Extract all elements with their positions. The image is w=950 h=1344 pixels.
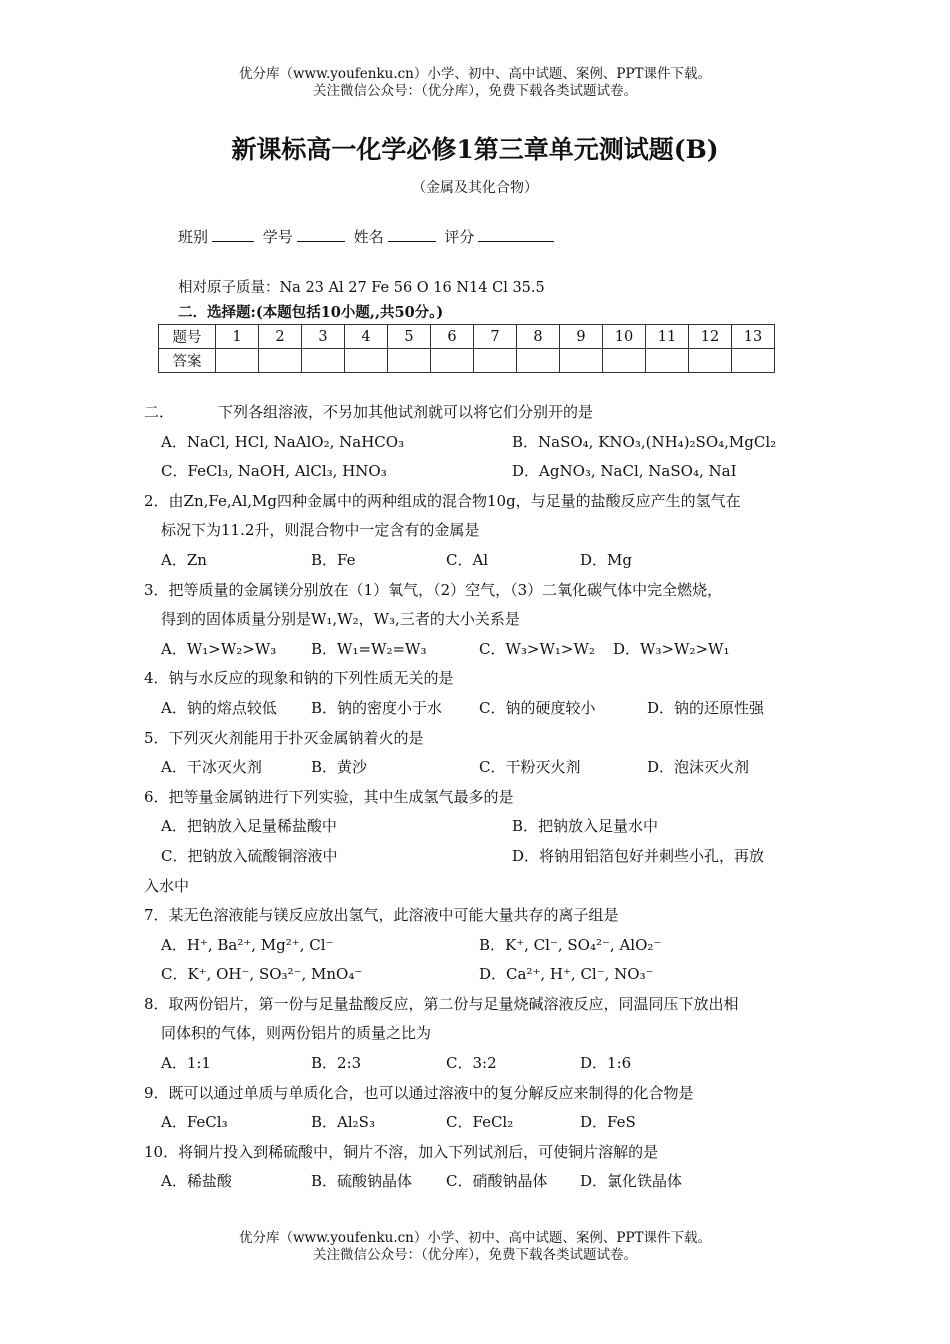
- page-subtitle: （金属及其化合物）: [412, 180, 538, 196]
- q1-option-a: A．NaCl, HCl, NaAlO₂, NaHCO₃: [161, 432, 405, 451]
- answer-cell[interactable]: [345, 349, 388, 373]
- q6-option-c: C．把钠放入硫酸铜溶液中: [161, 846, 338, 865]
- q2-option-b: B．Fe: [311, 550, 356, 569]
- question-3-stem-cont: 得到的固体质量分别是W₁,W₂，W₃,三者的大小关系是: [161, 610, 520, 629]
- q4-option-d: D．钠的还原性强: [647, 698, 765, 717]
- question-number-cell: 9: [560, 325, 603, 349]
- question-number-cell: 10: [603, 325, 646, 349]
- answer-cell[interactable]: [689, 349, 732, 373]
- q8-option-c: C．3:2: [446, 1054, 497, 1073]
- q1-option-b: B．NaSO₄, KNO₃,(NH₄)₂SO₄,MgCl₂: [512, 432, 777, 451]
- q9-option-d: D．FeS: [580, 1113, 636, 1132]
- question-4-stem: 4．钠与水反应的现象和钠的下列性质无关的是: [144, 669, 454, 688]
- question-6-option-d-cont: 入水中: [144, 876, 190, 895]
- question-8-options: [144, 1049, 814, 1079]
- answer-table-number-row: [159, 325, 775, 349]
- question-3-stem: 3．把等质量的金属镁分别放在（1）氧气，（2）空气，（3）二氧化碳气体中完全燃烧，: [144, 580, 723, 599]
- question-4-options: [144, 694, 814, 724]
- question-number-cell: 2: [259, 325, 302, 349]
- q2-option-d: D．Mg: [580, 550, 632, 569]
- q5-option-d: D．泡沫灭火剂: [647, 758, 750, 777]
- id-label: 学号: [262, 228, 293, 246]
- name-label: 姓名: [353, 228, 384, 246]
- question-list: [144, 398, 814, 1197]
- answer-cell[interactable]: [560, 349, 603, 373]
- class-blank[interactable]: [212, 226, 254, 242]
- score-blank[interactable]: [478, 226, 554, 242]
- answer-cell[interactable]: [388, 349, 431, 373]
- question-3-options: [144, 635, 814, 665]
- question-1-stem: [144, 398, 814, 428]
- question-7-options-ab: [144, 931, 814, 961]
- page-header: [0, 66, 950, 100]
- q8-option-d: D．1:6: [580, 1054, 632, 1073]
- q7-option-a: A．H⁺, Ba²⁺, Mg²⁺, Cl⁻: [161, 935, 334, 954]
- atomic-masses: 相对原子质量：Na 23 Al 27 Fe 56 O 16 N14 Cl 35.5: [178, 280, 545, 296]
- answer-cell[interactable]: [603, 349, 646, 373]
- question-7-stem: 7．某无色溶液能与镁反应放出氢气，此溶液中可能大量共存的离子组是: [144, 906, 619, 925]
- answer-table-answer-row: [159, 349, 775, 373]
- q5-option-a: A．干冰灭火剂: [161, 758, 262, 777]
- id-blank[interactable]: [297, 226, 345, 242]
- q4-option-c: C．钠的硬度较小: [479, 698, 596, 717]
- question-9-stem: 9．既可以通过单质与单质化合，也可以通过溶液中的复分解反应来制得的化合物是: [144, 1083, 694, 1102]
- row-label-answer: 答案: [159, 349, 216, 373]
- question-number-cell: 3: [302, 325, 345, 349]
- question-number-cell: 8: [517, 325, 560, 349]
- footer-line-2: 关注微信公众号：（优分库），免费下载各类试题试卷。: [313, 1247, 637, 1263]
- page-footer: [0, 1230, 950, 1264]
- section-heading: 二．选择题:(本题包括10小题,,共50分。): [178, 304, 444, 321]
- question-2-stem: 2．由Zn,Fe,Al,Mg四种金属中的两种组成的混合物10g，与足量的盐酸反应产生的氢气在: [144, 491, 741, 510]
- q3-option-c: C．W₃>W₁>W₂: [479, 639, 595, 658]
- answer-cell[interactable]: [474, 349, 517, 373]
- name-blank[interactable]: [388, 226, 436, 242]
- answer-cell[interactable]: [302, 349, 345, 373]
- q4-option-b: B．钠的密度小于水: [311, 698, 443, 717]
- question-1-text: 下列各组溶液，不另加其他试剂就可以将它们分别开的是: [218, 403, 594, 421]
- question-6-stem: 6．把等量金属钠进行下列实验，其中生成氢气最多的是: [144, 787, 514, 806]
- question-1-number: 二．: [144, 403, 175, 421]
- answer-cell[interactable]: [216, 349, 259, 373]
- answer-cell[interactable]: [259, 349, 302, 373]
- q10-option-c: C．硝酸钠晶体: [446, 1172, 548, 1191]
- q8-option-a: A．1:1: [161, 1054, 211, 1073]
- q1-option-c: C．FeCl₃, NaOH, AlCl₃, HNO₃: [161, 462, 387, 481]
- answer-cell[interactable]: [646, 349, 689, 373]
- answer-cell[interactable]: [732, 349, 775, 373]
- q7-option-b: B．K⁺, Cl⁻, SO₄²⁻, AlO₂⁻: [479, 935, 662, 954]
- q3-option-d: D．W₃>W₂>W₁: [613, 639, 730, 658]
- question-10-options: [144, 1167, 814, 1197]
- question-10-stem: 10．将铜片投入到稀硫酸中，铜片不溶，加入下列试剂后，可使铜片溶解的是: [144, 1142, 659, 1161]
- q7-option-d: D．Ca²⁺, H⁺, Cl⁻, NO₃⁻: [479, 965, 654, 984]
- header-line-1: 优分库（www.youfenku.cn）小学、初中、高中试题、案例、PPT课件下载。: [238, 66, 712, 82]
- question-number-cell: 12: [689, 325, 732, 349]
- question-7-options-cd: [144, 960, 814, 990]
- q10-option-a: A．稀盐酸: [161, 1172, 232, 1191]
- q1-option-d: D．AgNO₃, NaCl, NaSO₄, NaI: [512, 462, 737, 481]
- q10-option-b: B．硫酸钠晶体: [311, 1172, 413, 1191]
- question-2-options: [144, 546, 814, 576]
- q6-option-b: B．把钠放入足量水中: [512, 817, 659, 836]
- q5-option-b: B．黄沙: [311, 758, 368, 777]
- question-1-options-cd: [144, 457, 814, 487]
- q10-option-d: D．氯化铁晶体: [580, 1172, 683, 1191]
- question-number-cell: 11: [646, 325, 689, 349]
- score-label: 评分: [444, 228, 475, 246]
- question-1-options-ab: [144, 428, 814, 458]
- q9-option-b: B．Al₂S₃: [311, 1113, 375, 1132]
- question-5-stem: 5．下列灭火剂能用于扑灭金属钠着火的是: [144, 728, 424, 747]
- q9-option-c: C．FeCl₂: [446, 1113, 514, 1132]
- question-number-cell: 7: [474, 325, 517, 349]
- q5-option-c: C．干粉灭火剂: [479, 758, 581, 777]
- q6-option-d: D．将钠用铝箔包好并刺些小孔，再放: [512, 846, 765, 865]
- answer-table: [158, 324, 775, 373]
- question-8-stem: 8．取两份铝片，第一份与足量盐酸反应，第二份与足量烧碱溶液反应，同温同压下放出相: [144, 994, 739, 1013]
- q6-option-a: A．把钠放入足量稀盐酸中: [161, 817, 337, 836]
- page-title: 新课标高一化学必修1第三章单元测试题(B): [231, 135, 719, 164]
- header-line-2: 关注微信公众号：（优分库），免费下载各类试题试卷。: [313, 83, 637, 99]
- q3-option-a: A．W₁>W₂>W₃: [161, 639, 277, 658]
- q9-option-a: A．FeCl₃: [161, 1113, 228, 1132]
- q3-option-b: B．W₁=W₂=W₃: [311, 639, 427, 658]
- q2-option-c: C．Al: [446, 550, 489, 569]
- question-number-cell: 13: [732, 325, 775, 349]
- question-2-stem-cont: 标况下为11.2升，则混合物中一定含有的金属是: [161, 521, 480, 540]
- q8-option-b: B．2:3: [311, 1054, 362, 1073]
- question-6-options-cd: [144, 842, 814, 872]
- class-label: 班别: [178, 228, 209, 246]
- footer-line-1: 优分库（www.youfenku.cn）小学、初中、高中试题、案例、PPT课件下载。: [238, 1230, 712, 1246]
- answer-cell[interactable]: [431, 349, 474, 373]
- student-info-row: [178, 226, 558, 247]
- question-8-stem-cont: 同体积的气体，则两份铝片的质量之比为: [161, 1024, 432, 1043]
- question-number-cell: 6: [431, 325, 474, 349]
- row-label-number: 题号: [159, 325, 216, 349]
- q2-option-a: A．Zn: [161, 550, 207, 569]
- answer-cell[interactable]: [517, 349, 560, 373]
- q7-option-c: C．K⁺, OH⁻, SO₃²⁻, MnO₄⁻: [161, 965, 363, 984]
- q4-option-a: A．钠的熔点较低: [161, 698, 277, 717]
- question-number-cell: 1: [216, 325, 259, 349]
- question-5-options: [144, 753, 814, 783]
- question-6-options-ab: [144, 812, 814, 842]
- question-number-cell: 5: [388, 325, 431, 349]
- question-9-options: [144, 1108, 814, 1138]
- question-number-cell: 4: [345, 325, 388, 349]
